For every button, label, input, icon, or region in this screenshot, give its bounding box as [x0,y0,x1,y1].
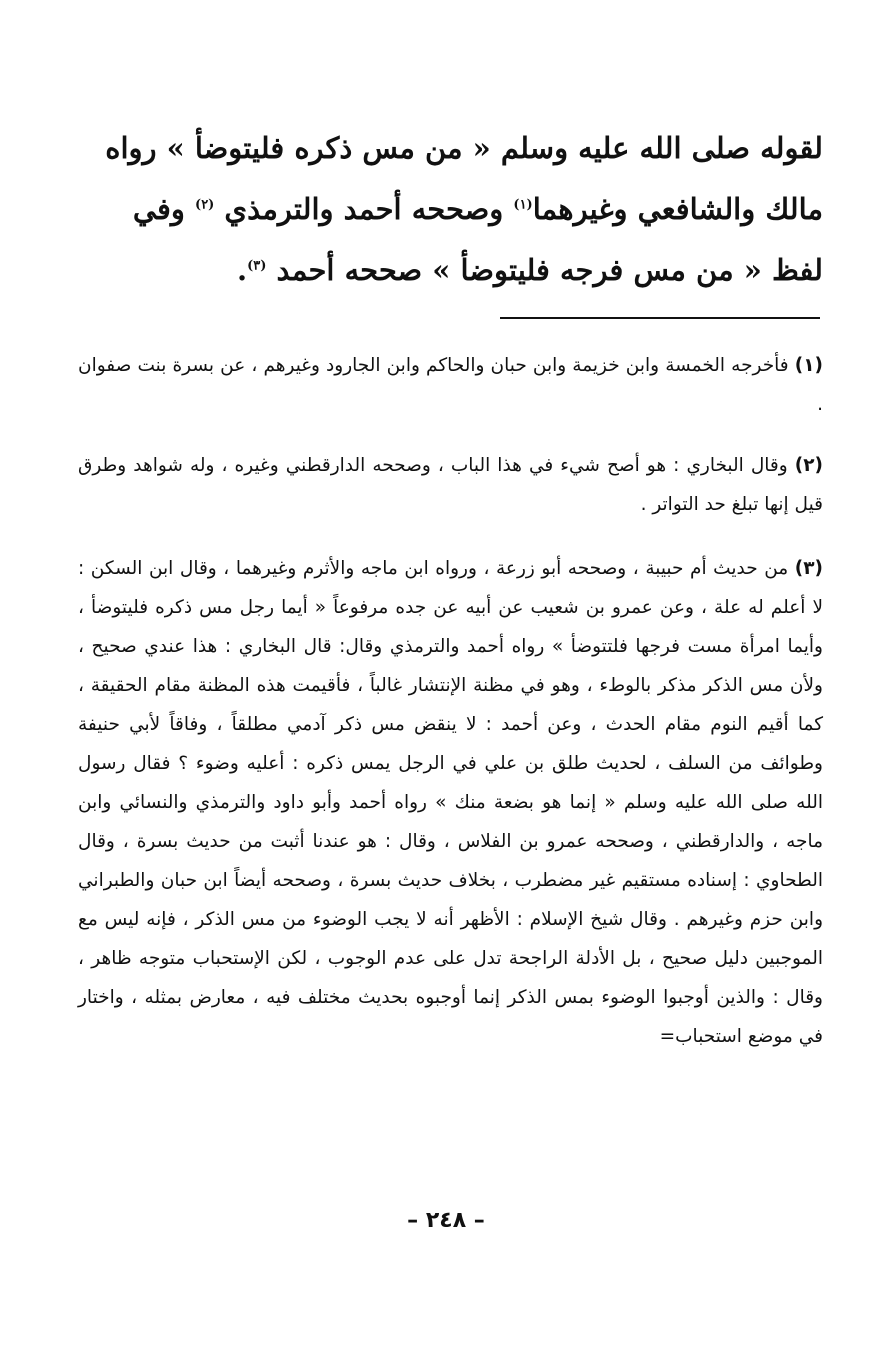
footnote-3-text: من حديث أم حبيبة ، وصححه أبو زرعة ، ورواه ابن ماجه والأثرم وغيرهما ، وقال ابن السكن : لا أعلم له علة ، وعن عمرو بن شعيب عن أبيه عن جده مرفوعاً « أيما رجل مس ذكره فليتوضأ ، وأيما امرأة مست فرجها فلتتوضأ » رواه أحمد والترمذي وقال: قال البخاري : هذا عندي صحيح ، ولأن مس الذكر مذكر بالوطء ، وهو في مظنة الإنتشار غالباً ، فأقيمت هذه المظنة مقام الحقيقة ، كما أقيم النوم مقام الحدث ، وعن أحمد : لا ينقض مس ذكر آدمي مطلقاً ، وفاقاً لأبي حنيفة وطوائف من السلف ، لحديث طلق بن علي في الرجل يمس ذكره : أعليه وضوء ؟ فقال رسول الله صلى الله عليه وسلم « إنما هو بضعة منك » رواه أحمد وأبو داود والترمذي والنسائي وابن ماجه ، والدارقطني ، وصححه عمرو بن الفلاس ، وقال : هو عندنا أثبت من حديث بسرة ، وقال الطحاوي : إسناده مستقيم غير مضطرب ، بخلاف حديث بسرة ، وصححه أيضاً ابن حبان والطبراني وابن حزم وغيرهم . وقال شيخ الإسلام : الأظهر أنه لا يجب الوضوء من مس الذكر ، فإنه ليس مع الموجبين دليل صحيح ، بل الأدلة الراجحة تدل على عدم الوجوب ، لكن الإستحباب متوجه ظاهر ، وقال : والذين أوجبوا الوضوء بمس الذكر إنما أوجبوه بحديث مختلف فيه ، معارض بمثله ، واختار في موضع استحباب= [78,558,823,1047]
main-line-3 [78,240,823,301]
footnote-1-number: (١) [794,355,824,376]
footnote-3-number: (٣) [794,558,823,579]
main-line-2-part-b: وصححه أحمد والترمذي [214,192,514,226]
main-line-2 [78,179,823,240]
footnote-3 [78,549,823,1056]
footnote-1 [78,346,823,424]
footnote-2-text: وقال البخاري : هو أصح شيء في هذا الباب ، وصححه الدارقطني وغيره ، وله شواهد وطرق قيل إنها تبلغ حد التواتر . [78,455,823,515]
footnote-ref-2[interactable]: (٢) [195,197,215,213]
footnote-separator [500,317,820,319]
footnote-2 [78,446,823,524]
main-line-2-part-c: وفي [132,192,196,226]
main-line-3-part-a: لفظ « من مس فرجه فليتوضأ » صححه أحمد [266,253,823,287]
main-line-3-part-b: . [237,253,248,287]
footnote-2-number: (٢) [794,455,823,476]
footnote-1-text: فأخرجه الخمسة وابن خزيمة وابن حبان والحاكم وابن الجارود وغيرهم ، عن بسرة بنت صفوان . [78,355,823,415]
footnote-ref-3[interactable]: (٣) [247,258,267,274]
main-line-1: لقوله صلى الله عليه وسلم « من مس ذكره فليتوضأ » رواه [105,131,823,165]
page-number: – ٢٤٨ – [407,1208,485,1233]
main-text [78,118,823,301]
footnote-ref-1[interactable]: (١) [513,197,533,213]
main-line-2-part-a: مالك والشافعي وغيرهما [532,192,823,226]
